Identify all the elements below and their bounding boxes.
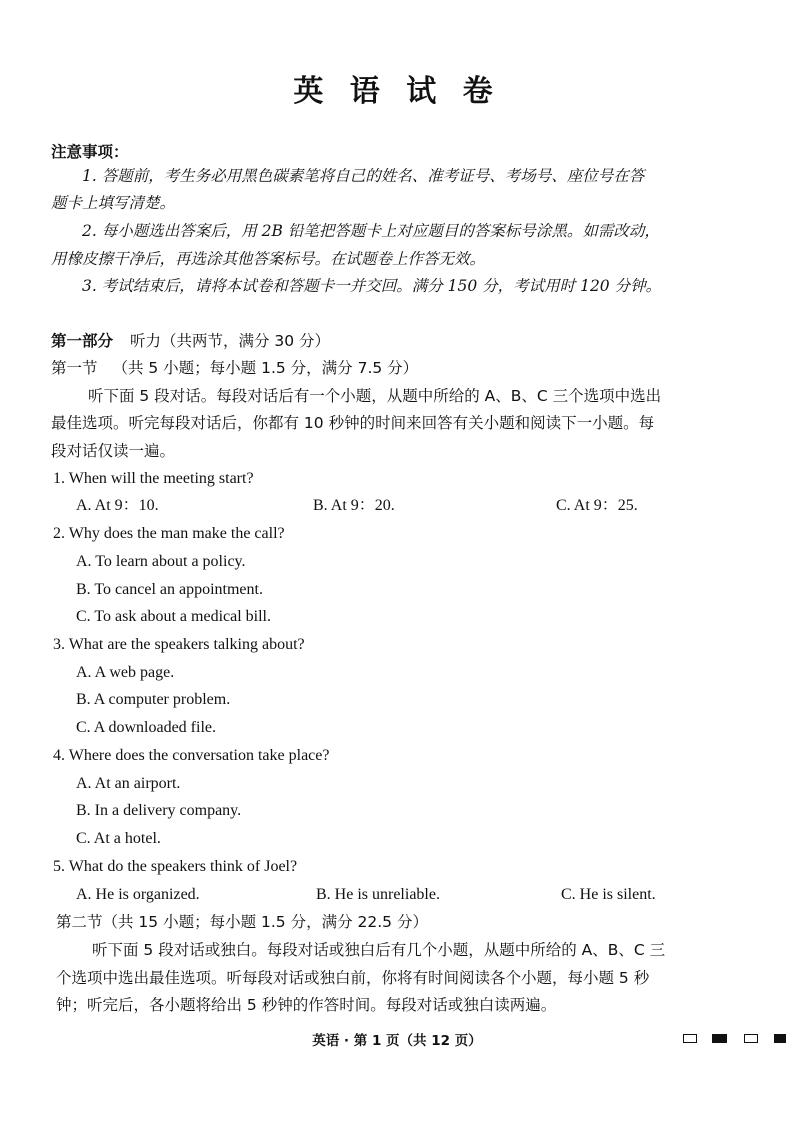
section2-instruction: 钟；听完后，各小题将给出 5 秒钟的作答时间。每段对话或独白读两遍。 [56,996,557,1014]
section1-heading [51,358,418,378]
option-a: A. To learn about a policy. [76,553,246,570]
part1-desc: 听力（共两节，满分 30 分） [129,332,331,350]
section1-desc: （共 5 小题；每小题 1.5 分，满分 7.5 分） [112,359,419,377]
section1-instruction: 听下面 5 段对话。每段对话后有一个小题，从题中所给的 A、B、C 三个选项中选出 [88,387,662,405]
option-b: B. At 9：20. [313,497,395,514]
question-stem: 3. What are the speakers talking about? [53,636,305,653]
filled-square-mark [774,1034,786,1043]
part1-label: 第一部分 [51,332,114,350]
option-b: B. In a delivery company. [76,802,242,819]
open-square-mark [683,1034,697,1043]
notice-line: 3. 考试结束后，请将本试卷和答题卡一并交回。满分 150 分，考试用时 120 分钟。 [82,277,662,295]
part1-heading [51,331,330,351]
open-square-mark [744,1034,758,1043]
question-stem: 1. When will the meeting start? [53,470,254,487]
option-b: B. To cancel an appointment. [76,581,263,598]
question-stem: 4. Where does the conversation take place? [53,747,330,764]
option-a: A. He is organized. [76,886,200,903]
section2-instruction: 听下面 5 段对话或独白。每段对话或独白后有几个小题，从题中所给的 A、B、C 三 [92,941,666,959]
notice-line: 1. 答题前，考生务必用黑色碳素笔将自己的姓名、准考证号、考场号、座位号在答 [82,167,645,185]
option-c: C. To ask about a medical bill. [76,608,271,625]
filled-square-mark [712,1034,727,1043]
notice-line: 题卡上填写清楚。 [51,194,176,212]
option-c: C. A downloaded file. [76,719,216,736]
notice-line: 用橡皮擦干净后，再选涂其他答案标号。在试题卷上作答无效。 [51,250,486,268]
option-a: A. At an airport. [76,775,181,792]
option-a: A. At 9：10. [76,497,159,514]
notice-heading: 注意事项： [51,143,129,161]
page-title: 英 语 试 卷 [293,74,501,109]
section1-label: 第一节 [51,359,98,377]
section2-heading: 第二节（共 15 小题；每小题 1.5 分，满分 22.5 分） [56,913,428,931]
option-c: C. He is silent. [561,886,656,903]
option-b: B. A computer problem. [76,691,231,708]
notice-line: 2. 每小题选出答案后，用 2B 铅笔把答题卡上对应题目的答案标号涂黑。如需改动， [82,222,660,240]
question-stem: 5. What do the speakers think of Joel? [53,858,298,875]
section2-instruction: 个选项中选出最佳选项。听每段对话或独白前，你将有时间阅读各个小题，每小题 5 秒 [56,969,650,987]
option-a: A. A web page. [76,664,175,681]
page-footer: 英语 · 第 1 页（共 12 页） [312,1033,482,1049]
section1-instruction: 段对话仅读一遍。 [51,442,176,460]
option-b: B. He is unreliable. [316,886,440,903]
option-c: C. At 9：25. [556,497,638,514]
section1-instruction: 最佳选项。听完每段对话后，你都有 10 秒钟的时间来回答有关小题和阅读下一小题。每 [51,414,655,432]
question-stem: 2. Why does the man make the call? [53,525,285,542]
option-c: C. At a hotel. [76,830,161,847]
